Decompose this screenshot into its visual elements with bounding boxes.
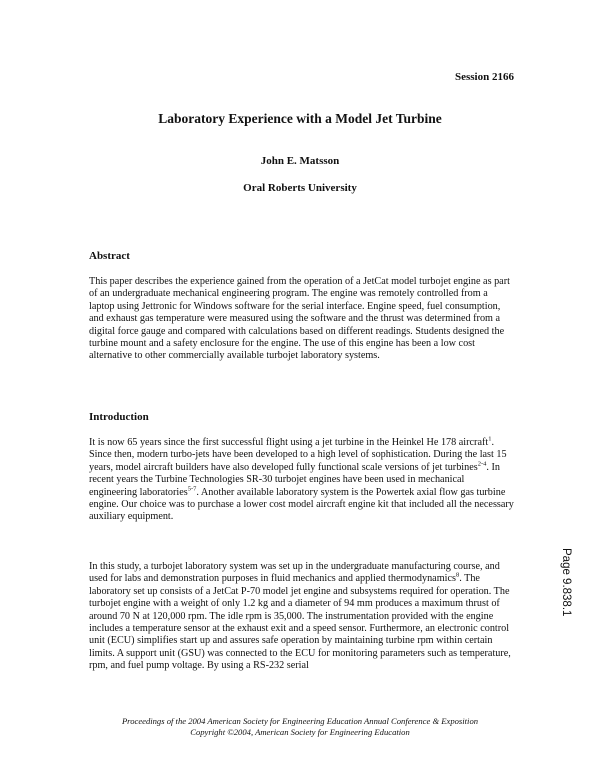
introduction-paragraph-1: It is now 65 years since the first successful flight using a jet turbine in the Heinkel He 178 aircraft$^1$. Since then, modern turbo-jets have been developed to a high level of sophistication. During the last 15 years, model aircraft builders have also developed fully functional scale versions of jet turbines$^{2-4}$. In recent years the Turbine Technologies SR-30 turbojet engines have been used in mechanical engineering laboratories$^{5-7}$. Another available laboratory system is the Powertek axial flow gas turbine engine. Our choice was to purchase a lower cost model aircraft engine kit that included all the necessary auxiliary equipment. [89, 435, 514, 523]
citation-2-4: 2-4 [477, 460, 487, 468]
session-number: Session 2166 [455, 71, 514, 83]
introduction-paragraph-2: In this study, a turbojet laboratory system was set up in the undergraduate manufacturing course, and used for labs and demonstration purposes in fluid mechanics and applied thermodynamics$^8$. The laboratory set up consists of a JetCat P-70 model jet engine and subsystems required for operation. The turbojet engine with a weight of only 1.2 kg and a diameter of 94 mm produces a maximum thrust of around 70 N at 120,000 rpm. The idle rpm is 35,000. The instrumentation provided with the engine includes a temperature sensor at the exhaust exit and a speed sensor. Furthermore, an electronic control unit (ECU) simplifies start up and assures safe operation by maintaining turbine rpm within certain limits. A support unit (GSU) was connected to the ECU for monitoring parameters such as temperature, rpm, and fuel pump voltage. By using a RS-232 serial [89, 561, 511, 672]
introduction-heading: Introduction [89, 411, 149, 423]
author-affiliation: Oral Roberts University [243, 182, 357, 194]
footer-proceedings-line: Proceedings of the 2004 American Society for Engineering Education Annual Conference & Exposition [121, 716, 479, 726]
page-number-side-label: Page 9.838.1 [560, 548, 572, 617]
citation-5-7: 5-7 [187, 485, 197, 493]
paper-title: Laboratory Experience with a Model Jet Turbine [158, 111, 442, 126]
abstract-heading: Abstract [89, 250, 130, 262]
citation-1: 1 [488, 435, 492, 443]
proceedings-footer [0, 716, 600, 738]
abstract-text: This paper describes the experience gained from the operation of a JetCat model turbojet engine as part of an undergraduate mechanical engineering program. The engine was remotely controlled from a laptop using Jettronic for Windows software for the serial interface. Engine speed, fuel consumption, and exhaust gas temperature were measured using the software and the thrust was determined from a digital force gauge and compared with calculations based on different readings. Students designed the turbine mount and a safety enclosure for the engine. The use of this engine has been a low cost alternative to other commercially available turbojet laboratory systems. [89, 276, 510, 362]
footer-copyright-line: Copyright ©2004, American Society for Engineering Education [190, 727, 410, 737]
citation-8: 8 [455, 572, 460, 580]
author-name: John E. Matsson [260, 155, 340, 167]
